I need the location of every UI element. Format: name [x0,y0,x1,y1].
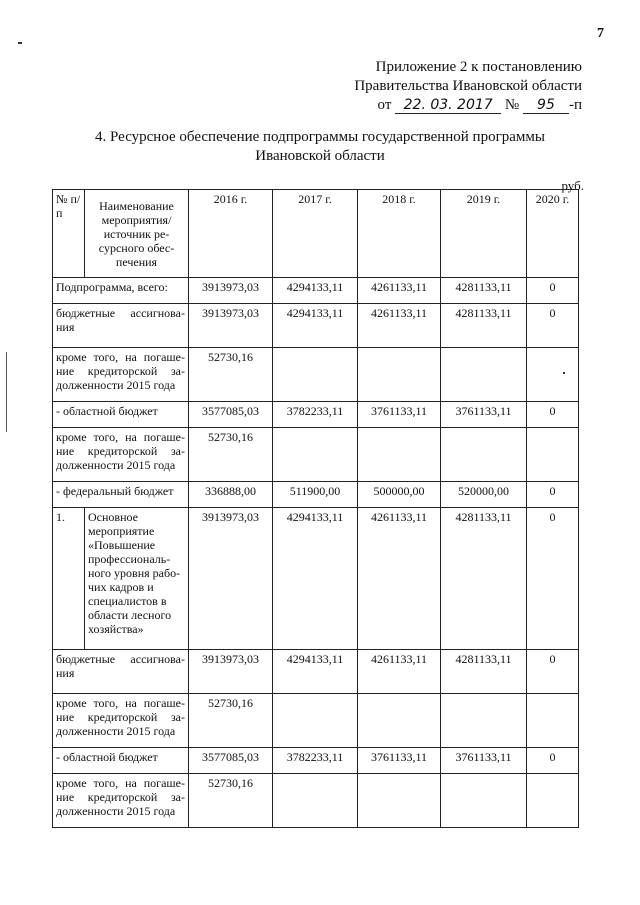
cell-2020: 0 [527,508,579,650]
cell-2016: 52730,16 [189,694,273,748]
cell-2016: 52730,16 [189,774,273,828]
cell-2017: 4294133,11 [273,508,358,650]
cell-2020: 0 [527,748,579,774]
table-row [53,304,579,348]
row-label: - областной бюджет [53,748,189,774]
page-number: 7 [597,26,604,41]
header-2019: 2019 г. [441,190,527,278]
appendix-header [354,58,582,115]
row-label: - федеральный бюджет [53,482,189,508]
cell-2018: 3761133,11 [358,402,441,428]
row-label: бюджетные ассигнова-ния [53,650,189,694]
header-2020: 2020 г. [527,190,579,278]
cell-2019: 4281133,11 [441,278,527,304]
cell-2017: 4294133,11 [273,278,358,304]
main-event-number: 1. [53,508,85,650]
cell-2019: 520000,00 [441,482,527,508]
header-line-2: Правительства Ивановской области [354,78,582,94]
cell-2017: 4294133,11 [273,650,358,694]
table-row [53,402,579,428]
cell-2016: 3577085,03 [189,402,273,428]
cell-2018: 500000,00 [358,482,441,508]
row-label: кроме того, на погаше-ние кредиторской за-долженности 2015 года [53,694,189,748]
table-header-row [53,190,579,278]
header-name: Наименование мероприятия/ источник ре-сурсного обес-печения [85,190,189,278]
scan-mark [6,352,7,432]
table-row [53,428,579,482]
section-title [70,128,570,166]
cell-2016: 3913973,03 [189,650,273,694]
handwritten-number: 95 [523,98,569,114]
row-label: кроме того, на погаше-ние кредиторской за-долженности 2015 года [53,348,189,402]
cell-2020: 0 [527,304,579,348]
header-line-3 [354,96,582,115]
cell-2018: 4261133,11 [358,508,441,650]
cell-2017: 511900,00 [273,482,358,508]
cell-2016: 336888,00 [189,482,273,508]
cell-2016: 52730,16 [189,348,273,402]
table-row [53,348,579,402]
cell-2017: 3782233,11 [273,748,358,774]
from-label: от [377,97,392,113]
cell-2019: 4281133,11 [441,650,527,694]
title-line-2: Ивановской области [255,148,385,164]
cell-2018: 4261133,11 [358,304,441,348]
row-label: бюджетные ассигнова-ния [53,304,189,348]
resource-table [52,189,579,828]
table-row [53,278,579,304]
table-row [53,748,579,774]
cell-2017: 4294133,11 [273,304,358,348]
cell-2020: 0 [527,278,579,304]
cell-2020: 0 [527,482,579,508]
cell-2019: 4281133,11 [441,508,527,650]
handwritten-date: 22. 03. 2017 [395,98,501,114]
number-label: № [504,97,520,113]
header-2016: 2016 г. [189,190,273,278]
main-event-row [53,508,579,650]
table-row [53,774,579,828]
cell-2020: 0 [527,650,579,694]
row-label: Подпрограмма, всего: [53,278,189,304]
cell-2019: 3761133,11 [441,402,527,428]
cell-2018: 3761133,11 [358,748,441,774]
cell-2020: 0 [527,402,579,428]
header-2017: 2017 г. [273,190,358,278]
cell-2019: 3761133,11 [441,748,527,774]
number-suffix: -п [568,97,582,113]
title-line-1: 4. Ресурсное обеспечение подпрограммы государственной программы [95,129,545,145]
row-label: кроме того, на погаше-ние кредиторской за-долженности 2015 года [53,774,189,828]
row-label: кроме того, на погаше-ние кредиторской за-долженности 2015 года [53,428,189,482]
scan-mark [563,372,565,374]
cell-2018: 4261133,11 [358,278,441,304]
currency-unit: руб. [561,178,584,193]
cell-2016: 3913973,03 [189,508,273,650]
table-row [53,650,579,694]
cell-2019: 4281133,11 [441,304,527,348]
cell-2018: 4261133,11 [358,650,441,694]
header-no: № п/п [53,190,85,278]
cell-2017: 3782233,11 [273,402,358,428]
row-label: - областной бюджет [53,402,189,428]
header-2018: 2018 г. [358,190,441,278]
main-event-name: Основное мероприятие «Повышение профессиональ-ного уровня рабо-чих кадров и специалистов в области лесного хозяйства» [85,508,189,650]
cell-2016: 3577085,03 [189,748,273,774]
scan-mark [18,42,22,44]
cell-2016: 3913973,03 [189,304,273,348]
cell-2016: 3913973,03 [189,278,273,304]
cell-2016: 52730,16 [189,428,273,482]
table-row [53,694,579,748]
table-row [53,482,579,508]
header-line-1: Приложение 2 к постановлению [375,59,582,75]
